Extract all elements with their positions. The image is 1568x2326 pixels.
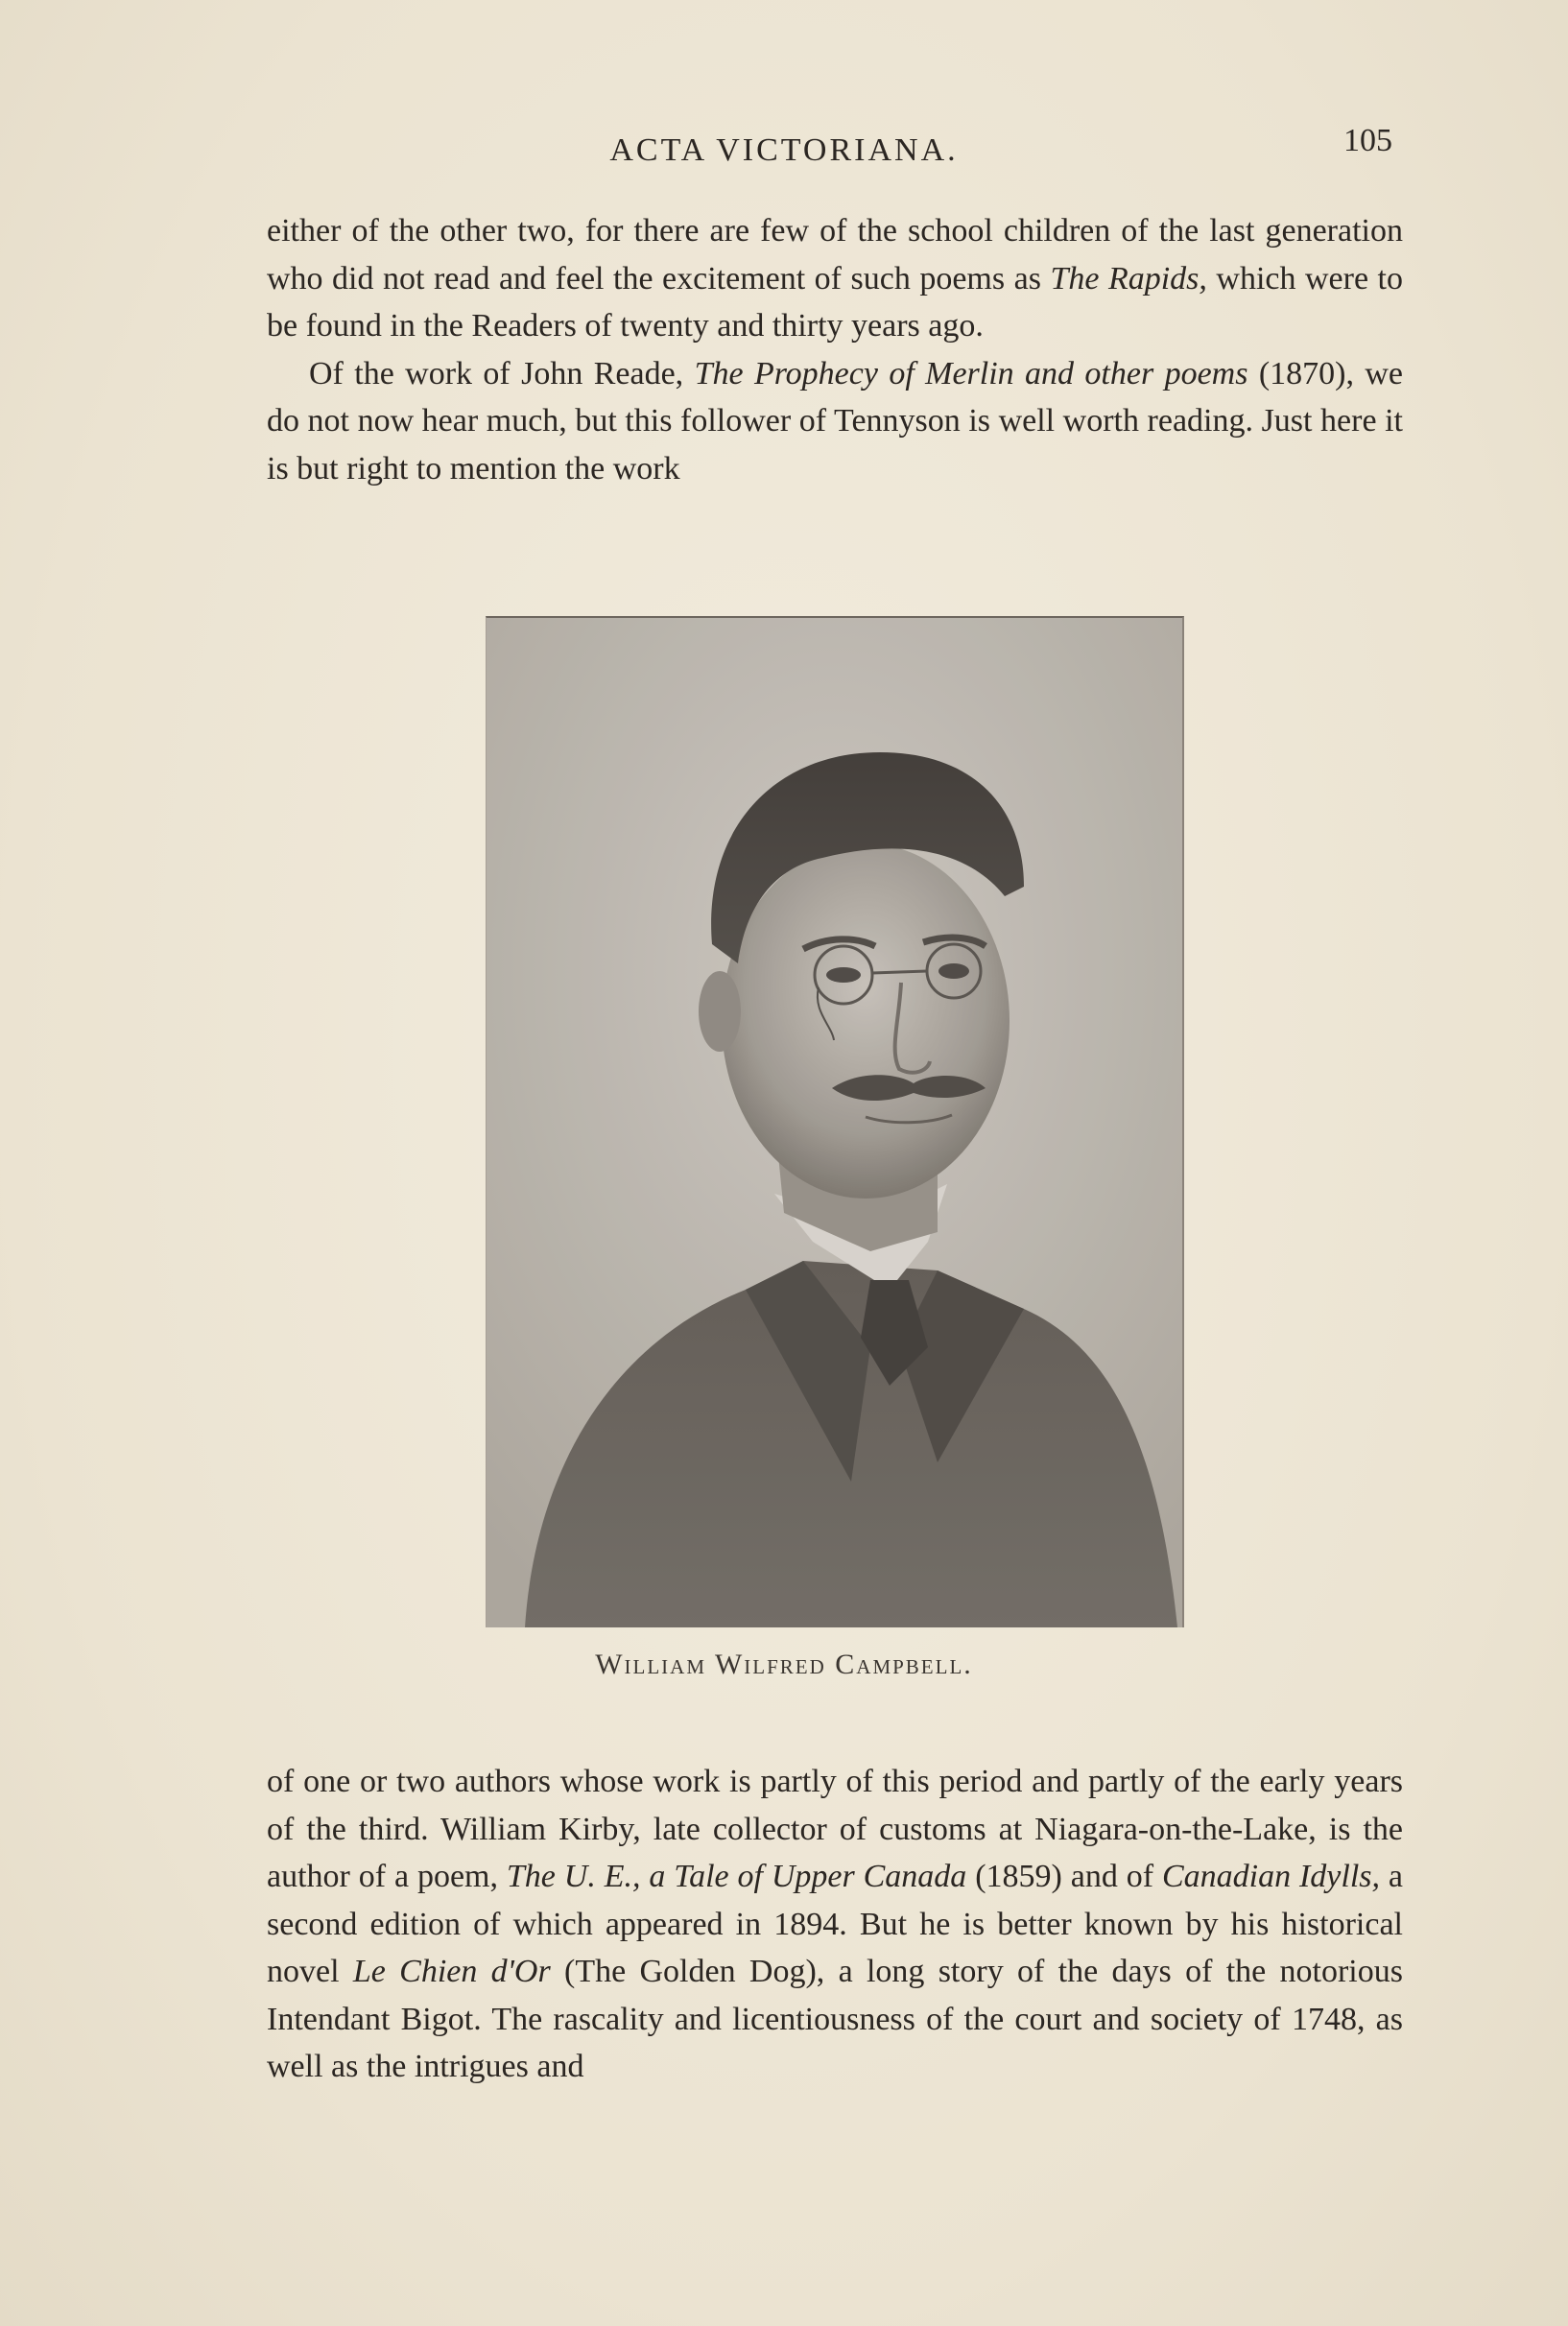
portrait-photograph xyxy=(486,616,1184,1627)
text-run: either of the other two, for there are few of the school children of the last generation who did not read and feel the excitement of such poems as xyxy=(267,213,1403,297)
text-run: (The Golden Dog), a long story of the days of the notorious Intendant Bigot. The rascality and licentiousness of the court and society of 1748, as well as the intrigues and xyxy=(267,1954,1403,2084)
title-canadian-idylls: Canadian Idylls, xyxy=(1161,1859,1381,1894)
paragraph-continued xyxy=(267,207,1403,350)
paragraph-john-reade xyxy=(267,350,1403,493)
portrait-image xyxy=(487,618,1182,1627)
title-prophecy-of-merlin: The Prophecy of Merlin and other poems xyxy=(694,355,1248,392)
running-title: ACTA VICTORIANA. xyxy=(609,132,959,168)
text-run: a second edition of which appeared in 1894. But he is better known by his historical novel xyxy=(267,1859,1404,1989)
text-run: which were to be found in the Readers of twenty and thirty years ago. xyxy=(267,260,1403,344)
portrait-caption: William Wilfred Campbell. xyxy=(595,1649,973,1680)
text-run: of one or two authors whose work is partly of this period and partly of the early years of the third. William Kirby, late collector of customs at Niagara-on-the-Lake, is the author of a poem, xyxy=(267,1764,1403,1894)
text-run: (1870), we do not now hear much, but this follower of Tennyson is well worth reading. Just here it is but right to mention the work xyxy=(267,355,1404,487)
title-le-chien-dor: Le Chien d'Or xyxy=(352,1954,551,1989)
title-the-rapids: The Rapids, xyxy=(1050,260,1207,297)
paragraph-kirby xyxy=(267,1758,1403,2091)
top-text-block xyxy=(267,207,1403,492)
title-the-ue: The U. E., a Tale of Upper Canada xyxy=(506,1859,967,1894)
bottom-text-block xyxy=(267,1758,1403,2091)
text-run: Of the work of John Reade, xyxy=(309,355,695,392)
page-number: 105 xyxy=(1343,123,1392,158)
text-run: (1859) and of xyxy=(966,1859,1162,1894)
